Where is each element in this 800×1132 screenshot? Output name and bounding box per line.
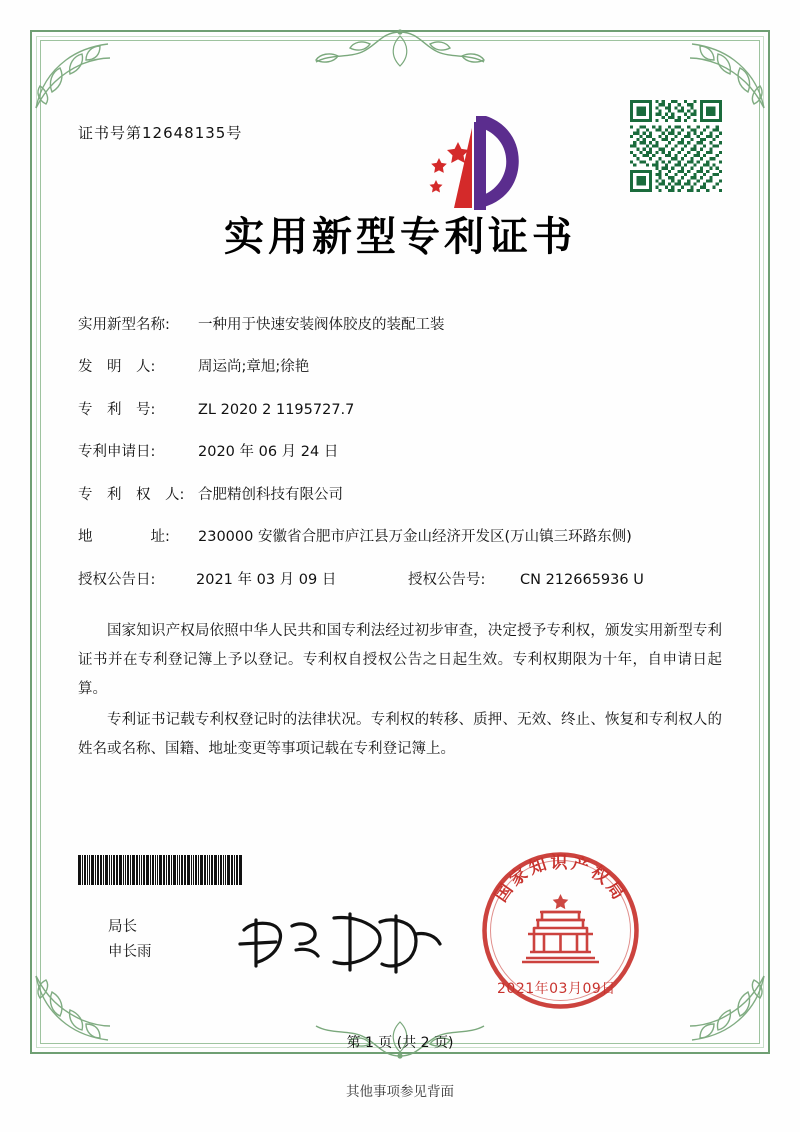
field-value-inventor: 周运尚;章旭;徐艳: [198, 359, 310, 376]
page-number: 第 1 页 (共 2 页): [346, 1035, 454, 1051]
field-label: 实用新型名称:: [78, 317, 170, 333]
field-value-application-date: 2020 年 06 月 24 日: [198, 444, 339, 461]
certificate-number: 证书号第12648135号: [78, 124, 243, 142]
legal-paragraph-2: 专利证书记载专利权登记时的法律状况。专利权的转移、质押、无效、终止、恢复和专利权人的姓名或名称、国籍、地址变更等事项记载在专利登记簿上。: [78, 712, 722, 758]
field-row-patentee: [78, 484, 722, 506]
cnipa-emblem-icon: [414, 108, 534, 218]
field-label: 授权公告号:: [408, 571, 486, 588]
page-title: 实用新型专利证书: [224, 214, 576, 260]
qr-code: [630, 100, 722, 192]
field-value-utility-model-name: 一种用于快速安装阀体胶皮的装配工装: [198, 317, 445, 333]
field-value-grant-date: 2021 年 03 月 09 日: [196, 571, 337, 588]
signature-role: 局长: [108, 919, 137, 935]
field-row-patent-number: [78, 399, 722, 421]
field-label: 发 明 人:: [78, 359, 156, 376]
field-label: 专利申请日:: [78, 444, 156, 461]
field-row-address: [78, 526, 722, 548]
field-row-application-date: [78, 441, 722, 463]
legal-paragraph-1: 国家知识产权局依照中华人民共和国专利法经过初步审查，决定授予专利权，颁发实用新型专利证书并在专利登记簿上予以登记。专利权自授权公告之日起生效。专利权期限为十年，自申请日起算。: [78, 623, 722, 698]
field-value-patent-number: ZL 2020 2 1195727.7: [198, 401, 355, 418]
field-label: 专 利 权 人:: [78, 486, 185, 503]
field-label: 专 利 号:: [78, 401, 156, 418]
signature-name: 申长雨: [108, 943, 152, 960]
grant-number-cell: [408, 569, 644, 591]
seal-date: 2021年03月09日: [497, 981, 616, 997]
field-label: 授权公告日:: [78, 571, 156, 588]
svg-text:国家知识产权局: 国家知识产权局: [491, 853, 630, 906]
legal-text: [78, 617, 722, 764]
footnote: 其他事项参见背面: [346, 1084, 454, 1100]
field-row-inventor: [78, 356, 722, 378]
fields-list: [78, 314, 722, 591]
field-row-utility-model-name: [78, 314, 722, 336]
signature-block: [108, 915, 152, 964]
field-value-patentee: 合肥精创科技有限公司: [198, 486, 343, 503]
handwritten-signature-icon: [230, 900, 450, 980]
field-value-address: 230000 安徽省合肥市庐江县万金山经济开发区(万山镇三环路东侧): [198, 529, 632, 546]
barcode: [78, 855, 308, 885]
grant-date-cell: [78, 569, 408, 591]
field-value-grant-number: CN 212665936 U: [520, 571, 644, 588]
certificate-content: [78, 100, 722, 766]
field-row-grant-announcement: [78, 569, 722, 591]
ornament-top-icon: [250, 26, 550, 70]
field-label: 地 址:: [78, 529, 170, 546]
